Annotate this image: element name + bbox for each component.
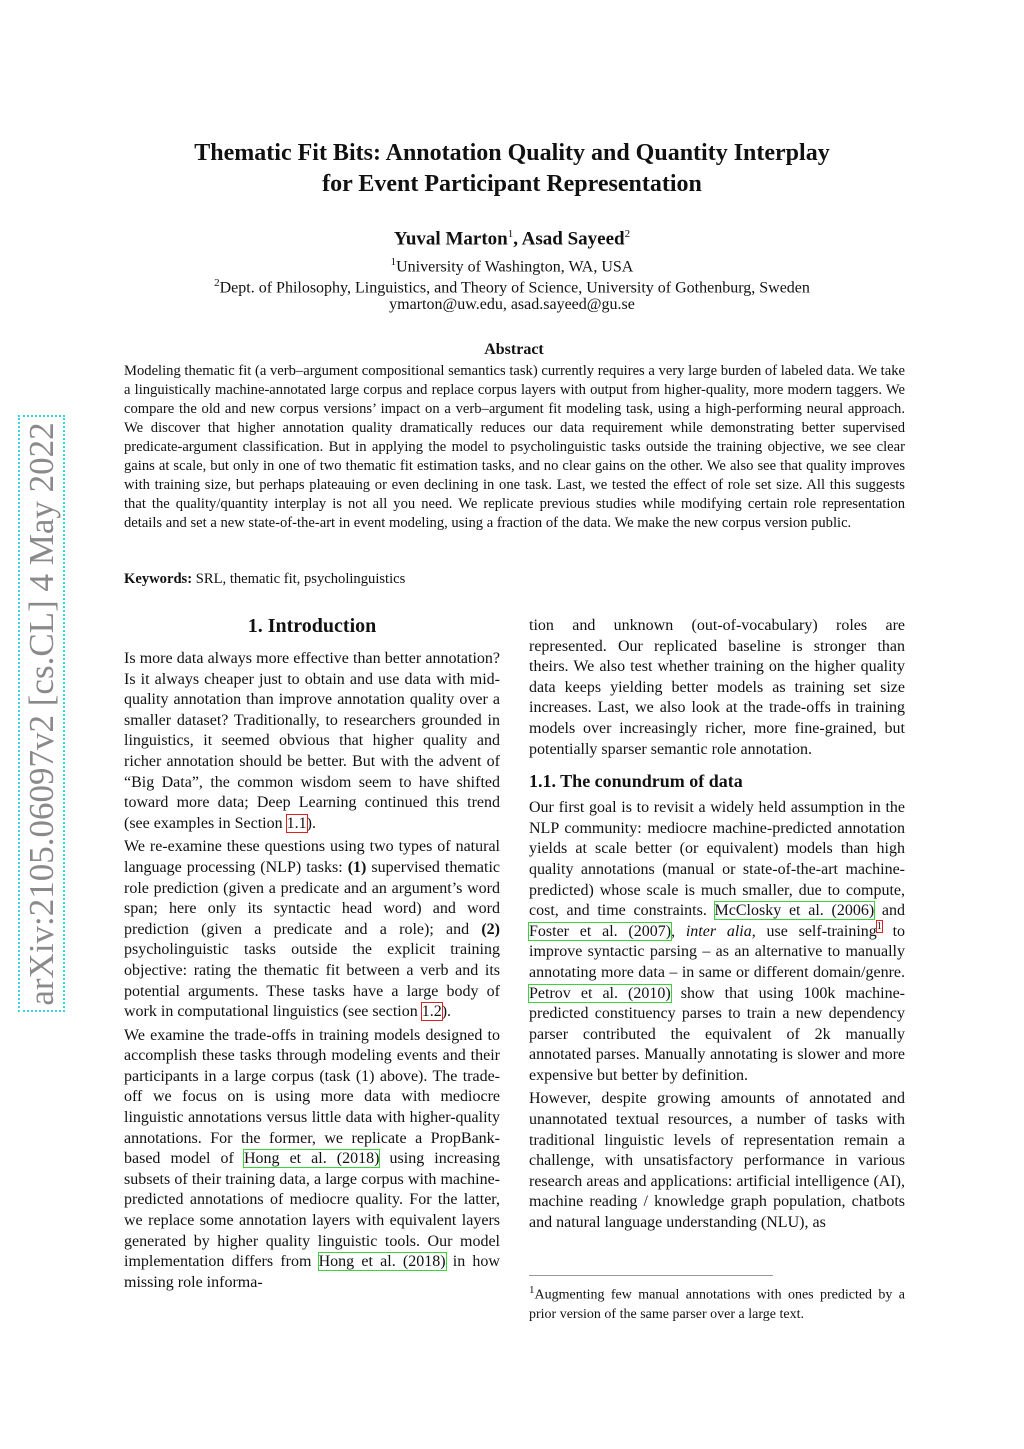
paragraph [124,1026,500,1294]
footnote-text: Augmenting few manual annotations with ones predicted by a prior version of the same parser over a large text. [529,1287,905,1322]
text-run: , [671,922,686,940]
text-run: in how missing role informa- [124,1253,500,1291]
author-name: Yuval Marton [393,228,508,250]
arxiv-id[interactable]: arXiv:2105.06097v2 [cs.CL] 4 May 2022 [21,421,61,1006]
footnote [529,1281,905,1324]
abstract-heading: Abstract [484,341,544,358]
affiliation-mark: 1 [507,228,514,240]
text-run: supervised thematic role prediction (given a predicate and an argument’s word span; here only its syntactic head word) and word prediction (given a predicate and a role); and [124,858,500,938]
abstract-text: Modeling thematic fit (a verb–argument compositional semantics task) currently requires a very large burden of labeled data. We take a linguistically machine-annotated large corpus and replace corpus layers with output from higher-quality, more modern taggers. We compare the old and new corpus versions’ impact on a verb–argument fit modeling task, using a high-performing neural approach. We discover that higher annotation quality dramatically reduces our data requirement while demonstrating better supervised predicate-argument classification. But in applying the model to psycholinguistic tasks outside the training objective, we see clear gains at scale, but only in one of two thematic fit estimation tasks, and no clear gains on the other. We also see that quality improves with training size, but perhaps plateauing or even declining in one task. Last, we tested the effect of role set size. All this suggests that the quality/quantity interplay is not all you need. We replicate previous studies while modifying certain role representation details and set a new state-of-the-art in event modeling, using a fraction of the data. We make the new corpus version public. [124,363,905,531]
footnote-link[interactable]: 1 [876,921,882,933]
section-heading: 1.1. The conundrum of data [529,771,743,792]
text-run: to improve syntactic parsing – as an alternative to manually annotating more data – in same or different domain/genre. [529,922,906,981]
paper-title [0,138,1024,200]
text-run: and [874,902,905,920]
text-run: We re-examine these questions using two types of natural language processing (NLP) tasks: [124,838,500,876]
affiliation-mark: 1 [390,256,397,268]
paragraph [124,649,500,834]
text-run: (2) [481,920,500,938]
footnote-mark: 1 [529,1284,535,1296]
citation-link[interactable]: Petrov et al. (2010) [529,984,671,1002]
keywords-value: SRL, thematic fit, psycholinguistics [192,571,406,587]
separator: , [513,228,522,250]
text-run: However, despite growing amounts of annotated and unannotated textual resources, a number of tasks with traditional linguistic levels of representation remain a challenge, with unsatisfactory performance in various research areas and applications: artificial intelligence (AI), machine reading / knowledge graph population, chatbots and natural language understanding (NLU), as [529,1090,905,1232]
text-run: inter alia [685,922,752,940]
text-run: , use self-training [751,922,877,940]
text-run: Our first goal is to revisit a widely held assumption in the NLP community: mediocre machine-predicted annotation yields at scale better (or equivalent) models than high quality annotations (manual or state-of-the-art machine-predicted) whose scale is much smaller, due to compute, cost, and time constraints. [529,799,905,920]
keywords [124,571,405,588]
affiliation-text: University of Washington, WA, USA [396,258,634,276]
keywords-label: Keywords: [124,571,193,587]
citation-link[interactable]: Hong et al. (2018) [243,1150,380,1168]
text-run: We examine the trade-offs in training models designed to accomplish these tasks through modeling events and their participants in a large corpus (task (1) above). The trade-off we focus on is using more data with mediocre linguistic annotations versus little data with higher-quality annotations. For the former, we replicate a PropBank-based model of [124,1026,500,1168]
paragraph [529,1089,905,1233]
section-heading: 1. Introduction [247,615,377,637]
text-run: show that using 100k machine-predicted constituency parses to train a new dependency parser contributed the equivalent of 2k manually annotated parses. Manually annotating is slower and more expensive but better by definition. [529,984,905,1084]
title-line-2: for Event Participant Representation [322,171,702,197]
affiliation-mark: 2 [214,277,220,289]
title-line-1: Thematic Fit Bits: Annotation Quality and Quantity Interplay [194,140,830,166]
text-run: Is more data always more effective than better annotation? Is it always cheaper just to obtain and use data with mid-quality annotation than improve annotation quality over a smaller dataset? Traditionally, to researchers grounded in linguistics, it seemed obvious that higher quality and richer annotation should be better. But with the advent of “Big Data”, the common wisdom seem to have shifted toward more data; Deep Learning continued this trend (see examples in Section [124,650,500,832]
text-run: psycholinguistic tasks outside the explicit training objective: rating the thematic fit between a verb and its potential arguments. These tasks have a large body of work in computational linguistics (see section [124,941,500,1021]
text-run: (1) [347,858,367,876]
paragraph [529,616,905,760]
text-run: ). [441,1003,452,1021]
section-ref-link[interactable]: 1.1 [286,814,307,832]
text-run: using increasing subsets of their training data, a large corpus with machine-predicted annotations of mediocre quality. For the latter, we replace some annotation layers with equivalent layers generated by higher quality linguistic tools. Our model implementation differs from [124,1150,501,1271]
affiliation-mark: 2 [624,228,631,240]
text-run: ). [306,814,316,832]
paragraph [124,837,500,1022]
right-column [529,616,905,1237]
section-ref-link[interactable]: 1.2 [421,1003,442,1021]
citation-link[interactable]: Foster et al. (2007) [529,922,672,940]
arxiv-stamp[interactable] [18,415,65,1012]
affiliation-text: Dept. of Philosophy, Linguistics, and Theory of Science, University of Gothenburg, Sweden [219,279,810,297]
citation-link[interactable]: Hong et al. (2018) [318,1253,446,1271]
author-name: Asad Sayeed [521,228,625,250]
left-column [124,615,500,1296]
text-run: tion and unknown (out-of-vocabulary) roles are represented. Our replicated baseline is stronger than theirs. We also test whether training on the higher quality data keeps yielding better models as training set size increases. Last, we also look at the trade-offs in training models over increasingly richer, more fine-grained, but potentially sparser semantic role annotation. [529,617,905,758]
authors [0,228,1024,250]
citation-link[interactable]: McClosky et al. (2006) [714,902,875,920]
footnote-rule [529,1275,773,1276]
paragraph [529,798,905,1086]
author-emails: ymarton@uw.edu, asad.sayeed@gu.se [389,296,635,313]
